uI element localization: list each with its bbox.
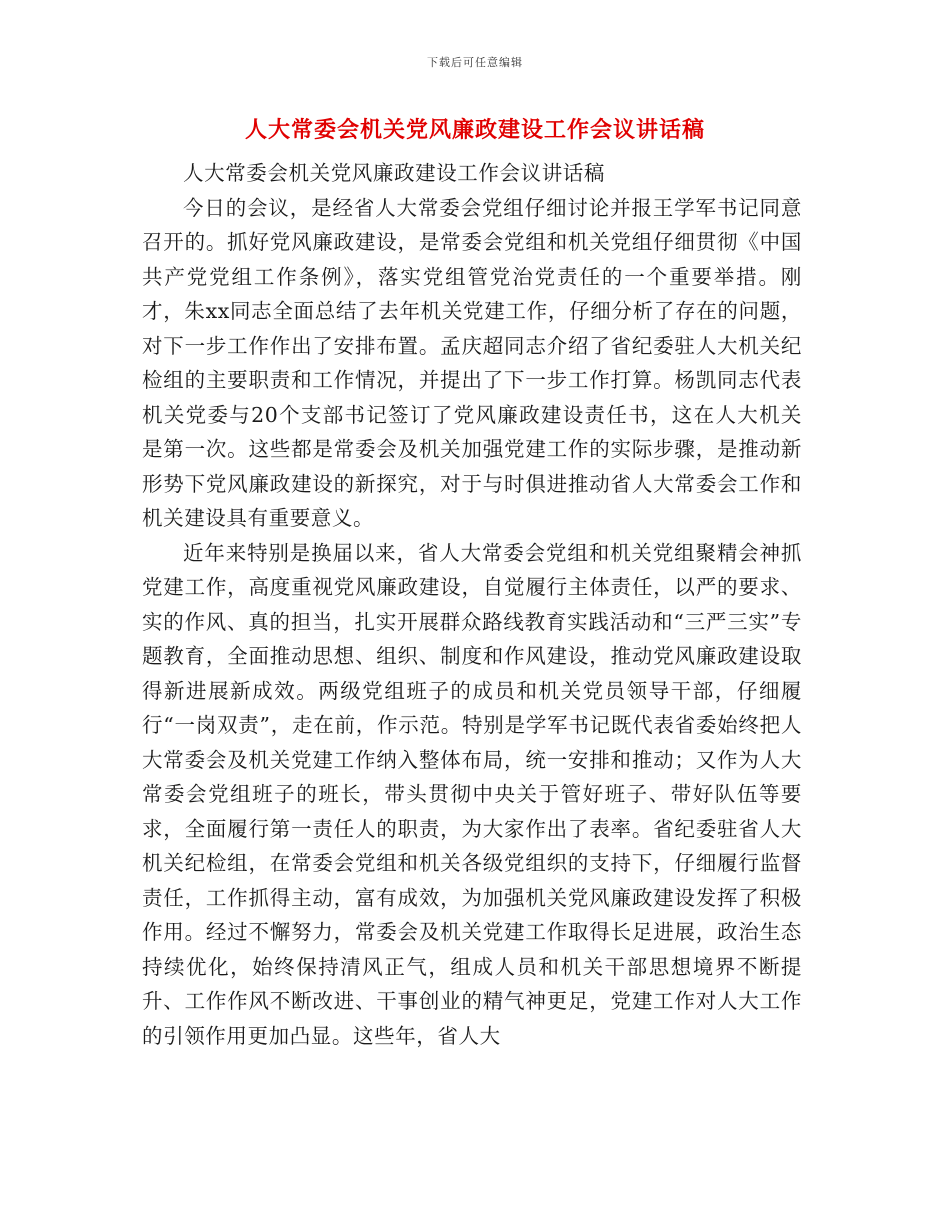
paragraph-subtitle: 人大常委会机关党风廉政建设工作会议讲话稿 [183, 161, 605, 185]
document-body [142, 156, 802, 1053]
paragraph: 今日的会议，是经省人大常委会党组仔细讨论并报王学军书记同意召开的。抓好党风廉政建设，是常委会党组和机关党组仔细贯彻《中国共产党党组工作条例》，落实党组管党治党责任的一个重要举措。刚才，朱xx同志全面总结了去年机关党建工作，仔细分析了存在的问题，对下一步工作作出了安排布置。孟庆超同志介绍了省纪委驻人大机关纪检组的主要职责和工作情况，并提出了下一步工作打算。杨凯同志代表机关党委与20个支部书记签订了党风廉政建设责任书，这在人大机关是第一次。这些都是常委会及机关加强党建工作的实际步骤，是推动新形势下党风廉政建设的新探究，对于与时俱进推动省人大常委会工作和机关建设具有重要意义。 [142, 195, 802, 530]
page-header: 下载后可任意编辑 [427, 56, 523, 69]
paragraph: 近年来特别是换届以来，省人大常委会党组和机关党组聚精会神抓党建工作，高度重视党风廉政建设，自觉履行主体责任，以严的要求、实的作风、真的担当，扎实开展群众路线教育实践活动和“三严三实”专题教育，全面推动思想、组织、制度和作风建设，推动党风廉政建设取得新进展新成效。两级党组班子的成员和机关党员领导干部，仔细履行“一岗双责”，走在前，作示范。特别是学军书记既代表省委始终把人大常委会及机关党建工作纳入整体布局，统一安排和推动；又作为人大常委会党组班子的班长，带头贯彻中央关于管好班子、带好队伍等要求，全面履行第一责任人的职责，为大家作出了表率。省纪委驻省人大机关纪检组，在常委会党组和机关各级党组织的支持下，仔细履行监督责任，工作抓得主动，富有成效，为加强机关党风廉政建设发挥了积极作用。经过不懈努力，常委会及机关党建工作取得长足进展，政治生态持续优化，始终保持清风正气，组成人员和机关干部思想境界不断提升、工作作风不断改进、干事创业的精气神更足，党建工作对人大工作的引领作用更加凸显。这些年，省人大 [142, 540, 802, 1048]
document-title: 人大常委会机关党风廉政建设工作会议讲话稿 [244, 117, 705, 143]
